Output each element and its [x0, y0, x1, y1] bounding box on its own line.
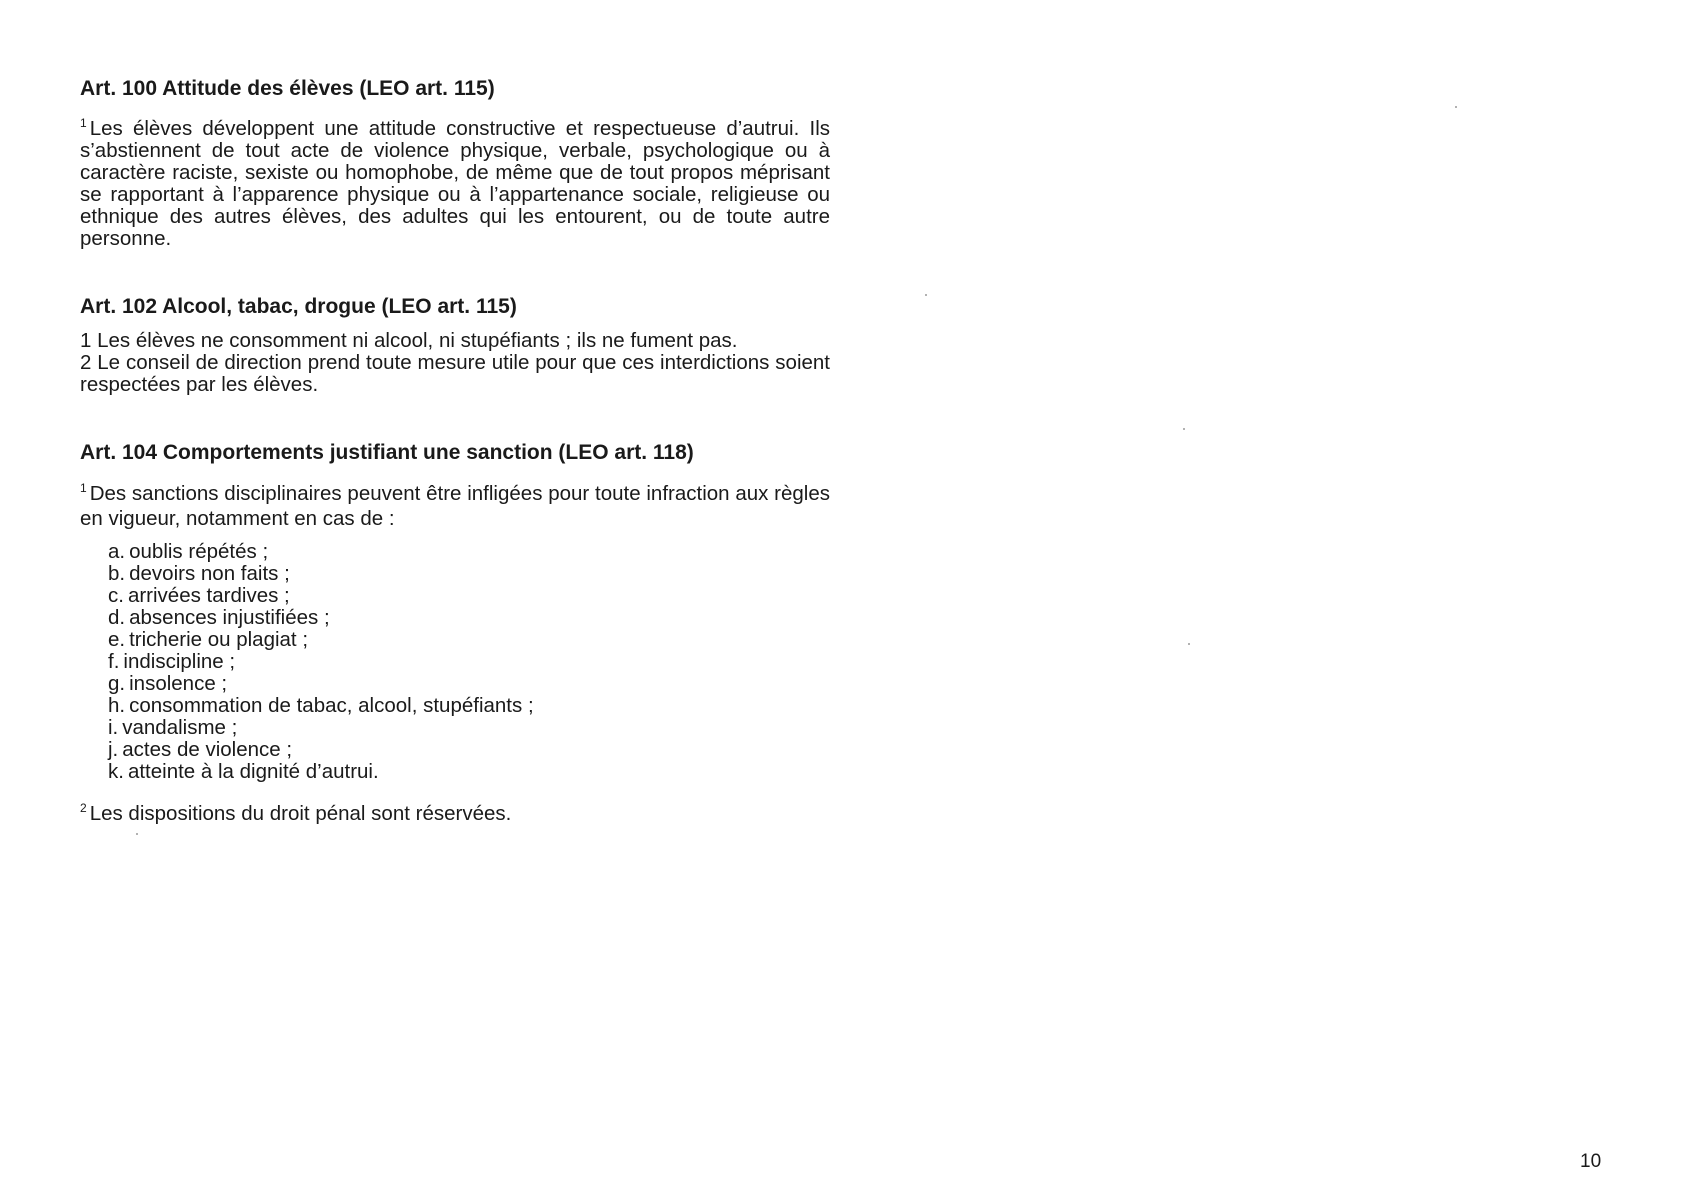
text-column: [80, 76, 830, 825]
list-marker: k.: [108, 760, 124, 783]
list-item-text: oublis répétés ;: [129, 540, 269, 563]
paragraph-text: Des sanctions disciplinaires peuvent être infligées pour toute infraction aux règles en vigueur, notamment en cas de :: [80, 482, 830, 530]
list-item-text: indiscipline ;: [123, 650, 236, 673]
list-marker: b.: [108, 562, 126, 585]
article-100: [80, 76, 830, 250]
article-104: [80, 440, 830, 825]
list-item: [108, 761, 830, 783]
article-paragraph: [80, 112, 830, 250]
list-item-text: atteinte à la dignité d’autrui.: [127, 760, 379, 783]
paragraph-text: Les dispositions du droit pénal sont réservées.: [89, 802, 512, 825]
article-title: Art. 102 Alcool, tabac, drogue (LEO art. 115): [80, 295, 517, 318]
paragraph-number: 2: [80, 801, 87, 815]
scan-speck: [925, 294, 927, 296]
paragraph-text: Les élèves développent une attitude constructive et respectueuse d’autrui. Ils s’abstiennent de tout acte de violence physique, verbale, psychologique ou à caractère raciste, sexiste ou homophobe, de même que de tout propos méprisant se rapportant à l’apparence physique ou à l’appartenance sociale, religieuse ou ethnique des autres élèves, des adultes qui les entourent, ou de toute autre personne.: [80, 117, 830, 250]
list-marker: i.: [108, 716, 119, 739]
list-marker: f.: [108, 650, 120, 673]
article-102: [80, 294, 830, 396]
list-item-text: devoirs non faits ;: [129, 562, 290, 585]
article-line: 2 Le conseil de direction prend toute mesure utile pour que ces interdictions soient respectées par les élèves.: [80, 351, 830, 396]
list-item: [108, 585, 830, 607]
article-title: Art. 100 Attitude des élèves (LEO art. 115): [80, 77, 495, 100]
scan-speck: [1183, 428, 1185, 430]
article-intro: [80, 476, 830, 531]
list-item-text: insolence ;: [129, 672, 228, 695]
list-item: [108, 541, 830, 563]
list-item: [108, 673, 830, 695]
list-item-text: actes de violence ;: [122, 738, 293, 761]
list-item: [108, 607, 830, 629]
list-item-text: vandalisme ;: [122, 716, 238, 739]
list-marker: e.: [108, 628, 126, 651]
list-marker: j.: [108, 738, 119, 761]
paragraph-number: 1: [80, 481, 87, 495]
scan-speck: [136, 833, 138, 835]
list-item: [108, 629, 830, 651]
article-closing: [80, 797, 830, 825]
paragraph-number: 1: [80, 116, 87, 130]
list-item-text: tricherie ou plagiat ;: [129, 628, 309, 651]
list-item: [108, 563, 830, 585]
list-item-text: absences injustifiées ;: [129, 606, 330, 629]
list-marker: g.: [108, 672, 126, 695]
list-marker: h.: [108, 694, 126, 717]
list-marker: a.: [108, 540, 126, 563]
article-line: 1 Les élèves ne consomment ni alcool, ni stupéfiants ; ils ne fument pas.: [80, 329, 738, 352]
list-item: [108, 651, 830, 673]
list-marker: d.: [108, 606, 126, 629]
list-item: [108, 739, 830, 761]
list-item: [108, 695, 830, 717]
article-title: Art. 104 Comportements justifiant une sanction (LEO art. 118): [80, 441, 694, 464]
scan-speck: [1188, 643, 1190, 645]
sanction-list: [80, 541, 830, 783]
list-item-text: arrivées tardives ;: [127, 584, 290, 607]
list-marker: c.: [108, 584, 124, 607]
scan-speck: [1455, 106, 1457, 108]
list-item-text: consommation de tabac, alcool, stupéfiants ;: [129, 694, 534, 717]
page-number: 10: [1580, 1151, 1602, 1172]
list-item: [108, 717, 830, 739]
